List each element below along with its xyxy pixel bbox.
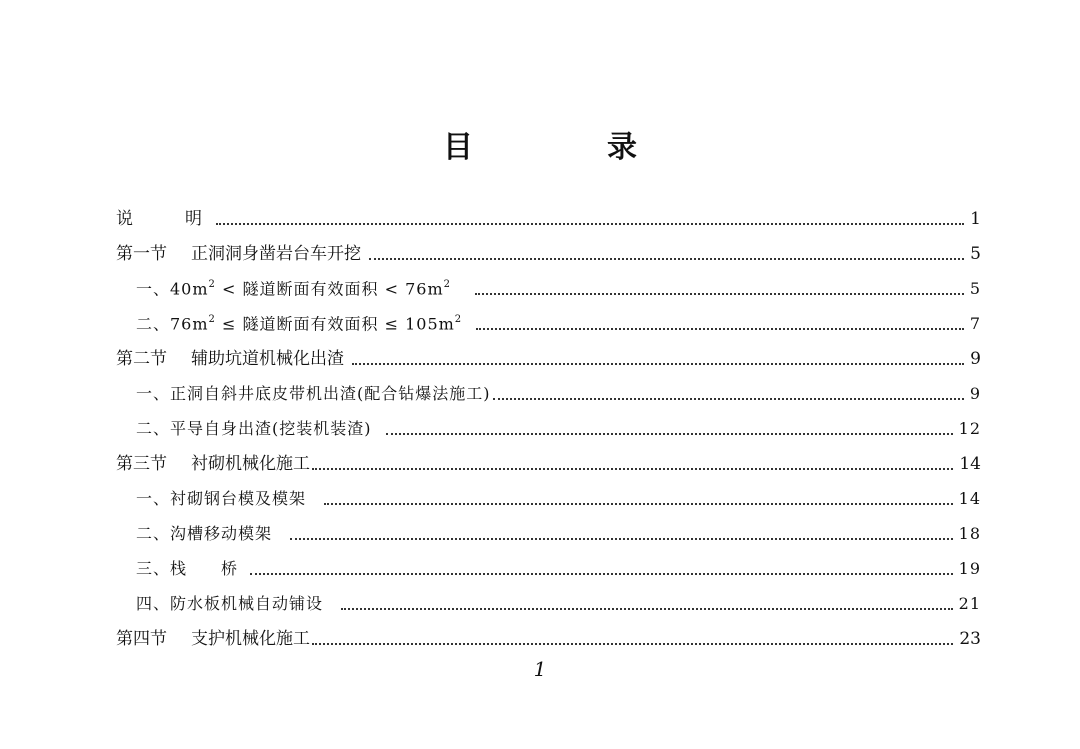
- section-title: 衬砌机械化施工: [191, 454, 310, 474]
- toc-page-number: 18: [958, 524, 981, 543]
- dot-leader: [216, 223, 964, 225]
- toc-entry[interactable]: [136, 591, 981, 617]
- superscript: 2: [208, 278, 216, 290]
- section-title: 正洞洞身凿岩台车开挖: [191, 244, 361, 264]
- dot-leader: [312, 643, 953, 645]
- toc-entry-label: 二、沟槽移动模架: [136, 524, 273, 543]
- superscript: 2: [208, 313, 216, 325]
- label-part: 二、76m: [136, 314, 209, 333]
- dot-leader: [476, 328, 964, 330]
- toc-page-number: 23: [959, 629, 981, 649]
- toc-entry-label: 一、衬砌钢台模及模架: [136, 489, 307, 508]
- dot-leader: [352, 363, 964, 365]
- toc-entry[interactable]: [116, 206, 981, 232]
- page-title: 目 录: [443, 130, 689, 165]
- toc-entry-label: [116, 626, 310, 652]
- toc-page-number: 14: [958, 489, 981, 508]
- toc-entry-label: 一、正洞自斜井底皮带机出渣(配合钻爆法施工): [136, 384, 491, 403]
- toc-page-number: 9: [969, 384, 981, 403]
- toc-entry[interactable]: [136, 556, 981, 582]
- toc-page-number: 19: [958, 559, 981, 578]
- toc-page-number: 7: [969, 314, 981, 333]
- toc-entry-label: [136, 273, 451, 302]
- toc-page-number: 5: [970, 244, 981, 264]
- toc-entry[interactable]: [136, 416, 981, 442]
- toc-entry-label: 二、平导自身出渣(挖装机装渣): [136, 419, 372, 438]
- section-number: 第三节: [116, 454, 167, 474]
- section-number: 第二节: [116, 349, 167, 369]
- dot-leader: [475, 293, 964, 295]
- toc-entry-label: [116, 241, 361, 267]
- dot-leader: [493, 398, 964, 400]
- toc-page-number: 12: [958, 419, 981, 438]
- toc-entry-label: 三、栈 桥: [136, 559, 239, 578]
- dot-leader: [386, 433, 953, 435]
- toc-entry[interactable]: [136, 521, 981, 547]
- toc-entry[interactable]: [116, 451, 981, 477]
- toc-entry[interactable]: [136, 276, 981, 302]
- toc-entry-label: [136, 308, 462, 337]
- toc-entry-label: 说 明: [116, 209, 208, 229]
- section-number: 第四节: [116, 629, 167, 649]
- superscript: 2: [443, 278, 451, 290]
- dot-leader: [312, 468, 953, 470]
- dot-leader: [250, 573, 953, 575]
- toc-entry[interactable]: [116, 241, 981, 267]
- toc-entry[interactable]: [116, 626, 981, 652]
- dot-leader: [324, 503, 953, 505]
- label-part: < 隧道断面有效面积 < 76m: [215, 279, 444, 298]
- dot-leader: [369, 258, 964, 260]
- toc-entry-label: [116, 346, 344, 372]
- toc-entry[interactable]: [136, 486, 981, 512]
- dot-leader: [341, 608, 953, 610]
- label-part: ≤ 隧道断面有效面积 ≤ 105m: [215, 314, 455, 333]
- superscript: 2: [454, 313, 463, 325]
- label-part: 一、40m: [136, 279, 209, 298]
- toc-page-number: 14: [959, 454, 981, 474]
- section-title: 辅助坑道机械化出渣: [191, 349, 344, 369]
- toc-entry-label: [116, 451, 310, 477]
- toc-page-number: 9: [970, 349, 981, 369]
- toc-entry[interactable]: [116, 346, 981, 372]
- toc-entry-label: 四、防水板机械自动铺设: [136, 594, 324, 613]
- toc-entry[interactable]: [136, 311, 981, 337]
- toc-page-number: 5: [969, 279, 981, 298]
- section-number: 第一节: [116, 244, 167, 264]
- toc-page-number: 21: [958, 594, 981, 613]
- toc-entry[interactable]: [136, 381, 981, 407]
- toc-page-number: 1: [970, 209, 981, 229]
- footer-page-number: 1: [533, 657, 547, 681]
- section-title: 支护机械化施工: [191, 629, 310, 649]
- dot-leader: [290, 538, 953, 540]
